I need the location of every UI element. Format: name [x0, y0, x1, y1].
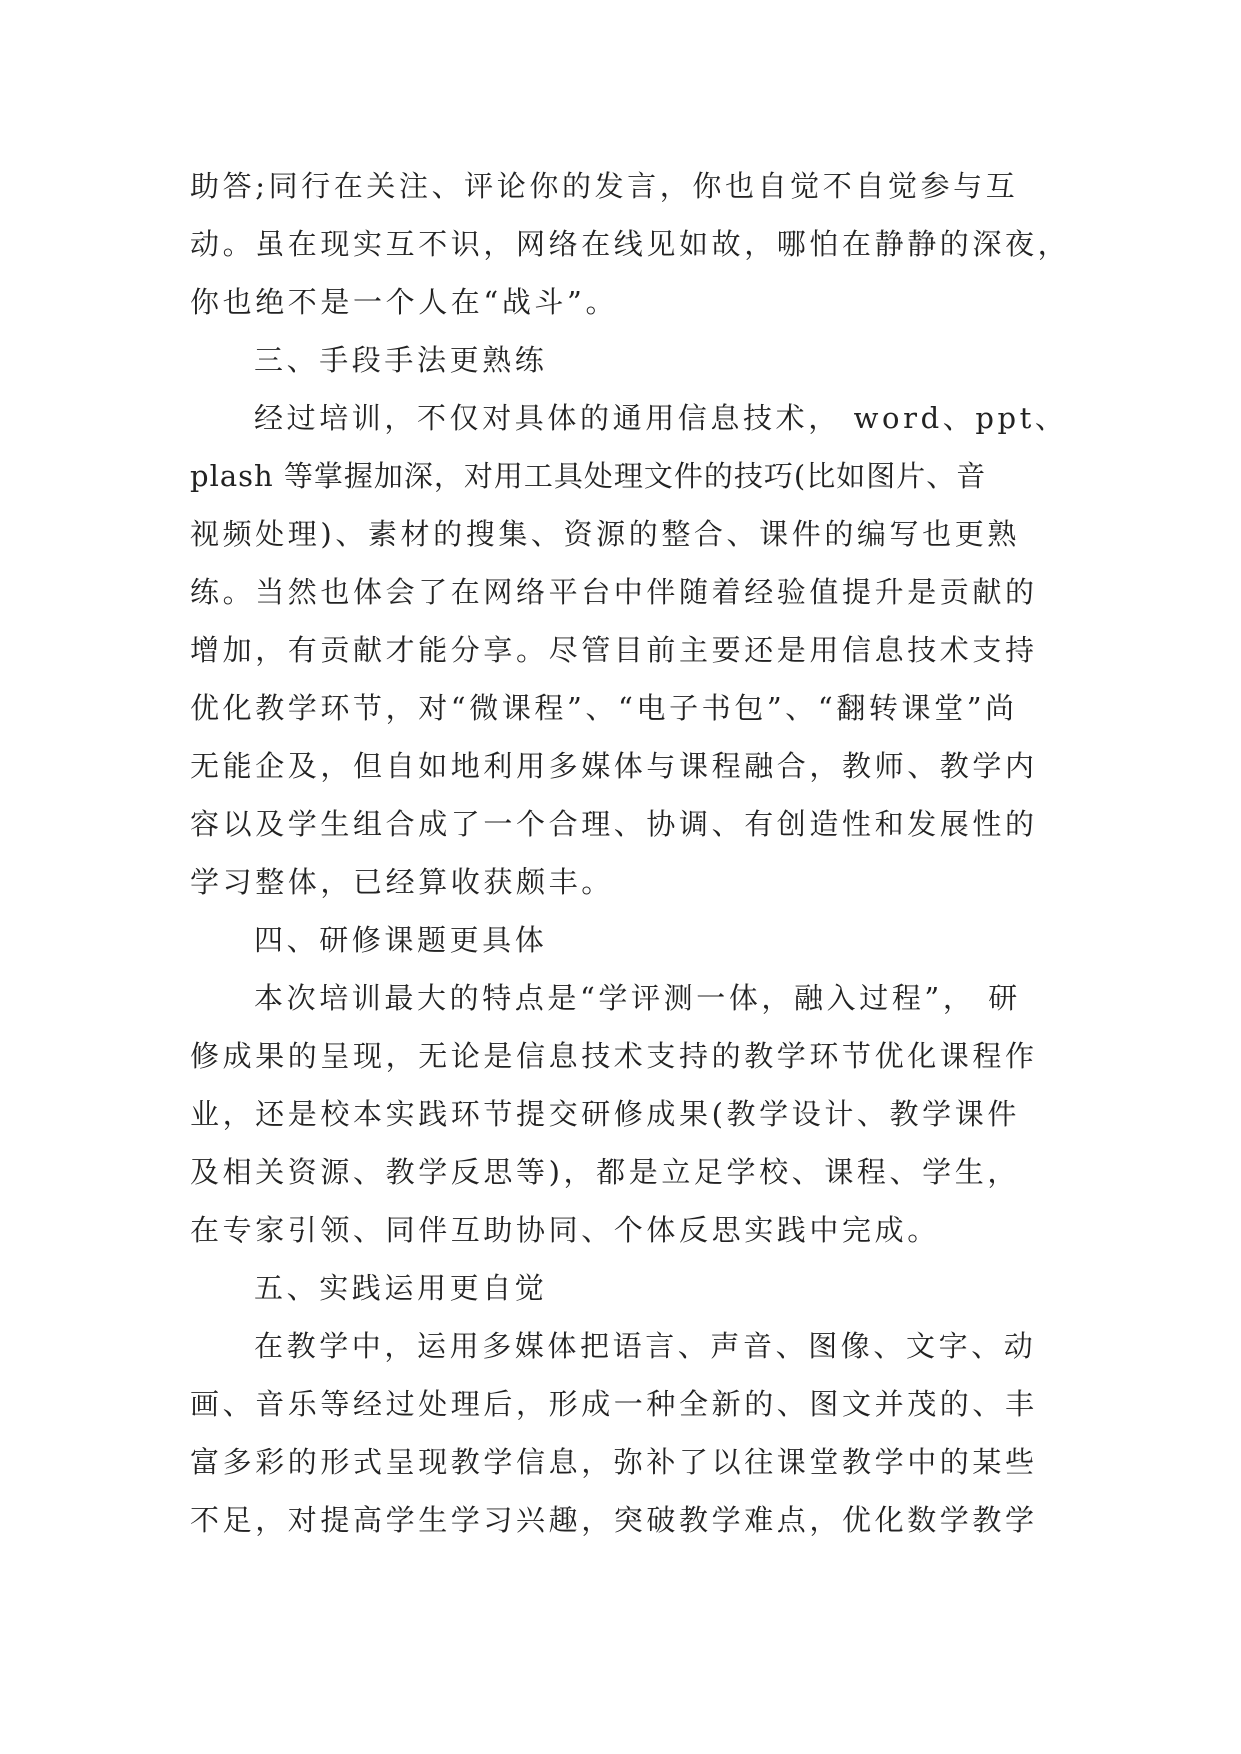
text-line: 及相关资源、教学反思等)，都是立足学校、课程、学生， [190, 1155, 1020, 1189]
text-line: 优化教学环节，对“微课程”、“电子书包”、“翻转课堂”尚 [190, 691, 1018, 725]
text-line: 业，还是校本实践环节提交研修成果(教学设计、教学课件 [190, 1097, 1020, 1131]
text-line: 容以及学生组合成了一个合理、协调、有创造性和发展性的 [190, 807, 1038, 841]
text-line: 练。当然也体会了在网络平台中伴随着经验值提升是贡献的 [190, 575, 1038, 609]
text-line: 无能企及，但自如地利用多媒体与课程融合，教师、教学内 [190, 749, 1038, 783]
text-line: 富多彩的形式呈现教学信息，弥补了以往课堂教学中的某些 [190, 1445, 1038, 1479]
text-line: 修成果的呈现，无论是信息技术支持的教学环节优化课程作 [190, 1039, 1038, 1073]
text-line: 画、音乐等经过处理后，形成一种全新的、图文并茂的、丰 [190, 1387, 1038, 1421]
text-line: 动。虽在现实互不识，网络在线见如故，哪怕在静静的深夜， [190, 227, 1071, 261]
paragraph-first-line: 本次培训最大的特点是“学评测一体，融入过程”， 研 [254, 981, 1021, 1015]
section-heading: 三、手段手法更熟练 [254, 343, 548, 377]
text-line: 在专家引领、同伴互助协同、个体反思实践中完成。 [190, 1213, 940, 1247]
section-heading: 五、实践运用更自觉 [254, 1271, 548, 1305]
text-line: 视频处理)、素材的搜集、资源的整合、课件的编写也更熟 [190, 517, 1020, 551]
text-line: 助答;同行在关注、评论你的发言，你也自觉不自觉参与互 [190, 169, 1019, 203]
section-heading: 四、研修课题更具体 [254, 923, 548, 957]
text-line: 你也绝不是一个人在“战斗”。 [190, 285, 619, 319]
paragraph-first-line: 在教学中，运用多媒体把语言、声音、图像、文字、动 [254, 1329, 1037, 1363]
text-line: 不足，对提高学生学习兴趣，突破教学难点，优化数学教学 [190, 1503, 1038, 1537]
text-line: plash 等掌握加深，对用工具处理文件的技巧(比如图片、音 [190, 459, 987, 493]
text-line: 增加，有贡献才能分享。尽管目前主要还是用信息技术支持 [190, 633, 1038, 667]
paragraph-first-line: 经过培训，不仅对具体的通用信息技术， word、ppt、 [254, 401, 1068, 435]
document-page [190, 157, 1071, 1549]
text-line: 学习整体，已经算收获颇丰。 [190, 865, 614, 899]
